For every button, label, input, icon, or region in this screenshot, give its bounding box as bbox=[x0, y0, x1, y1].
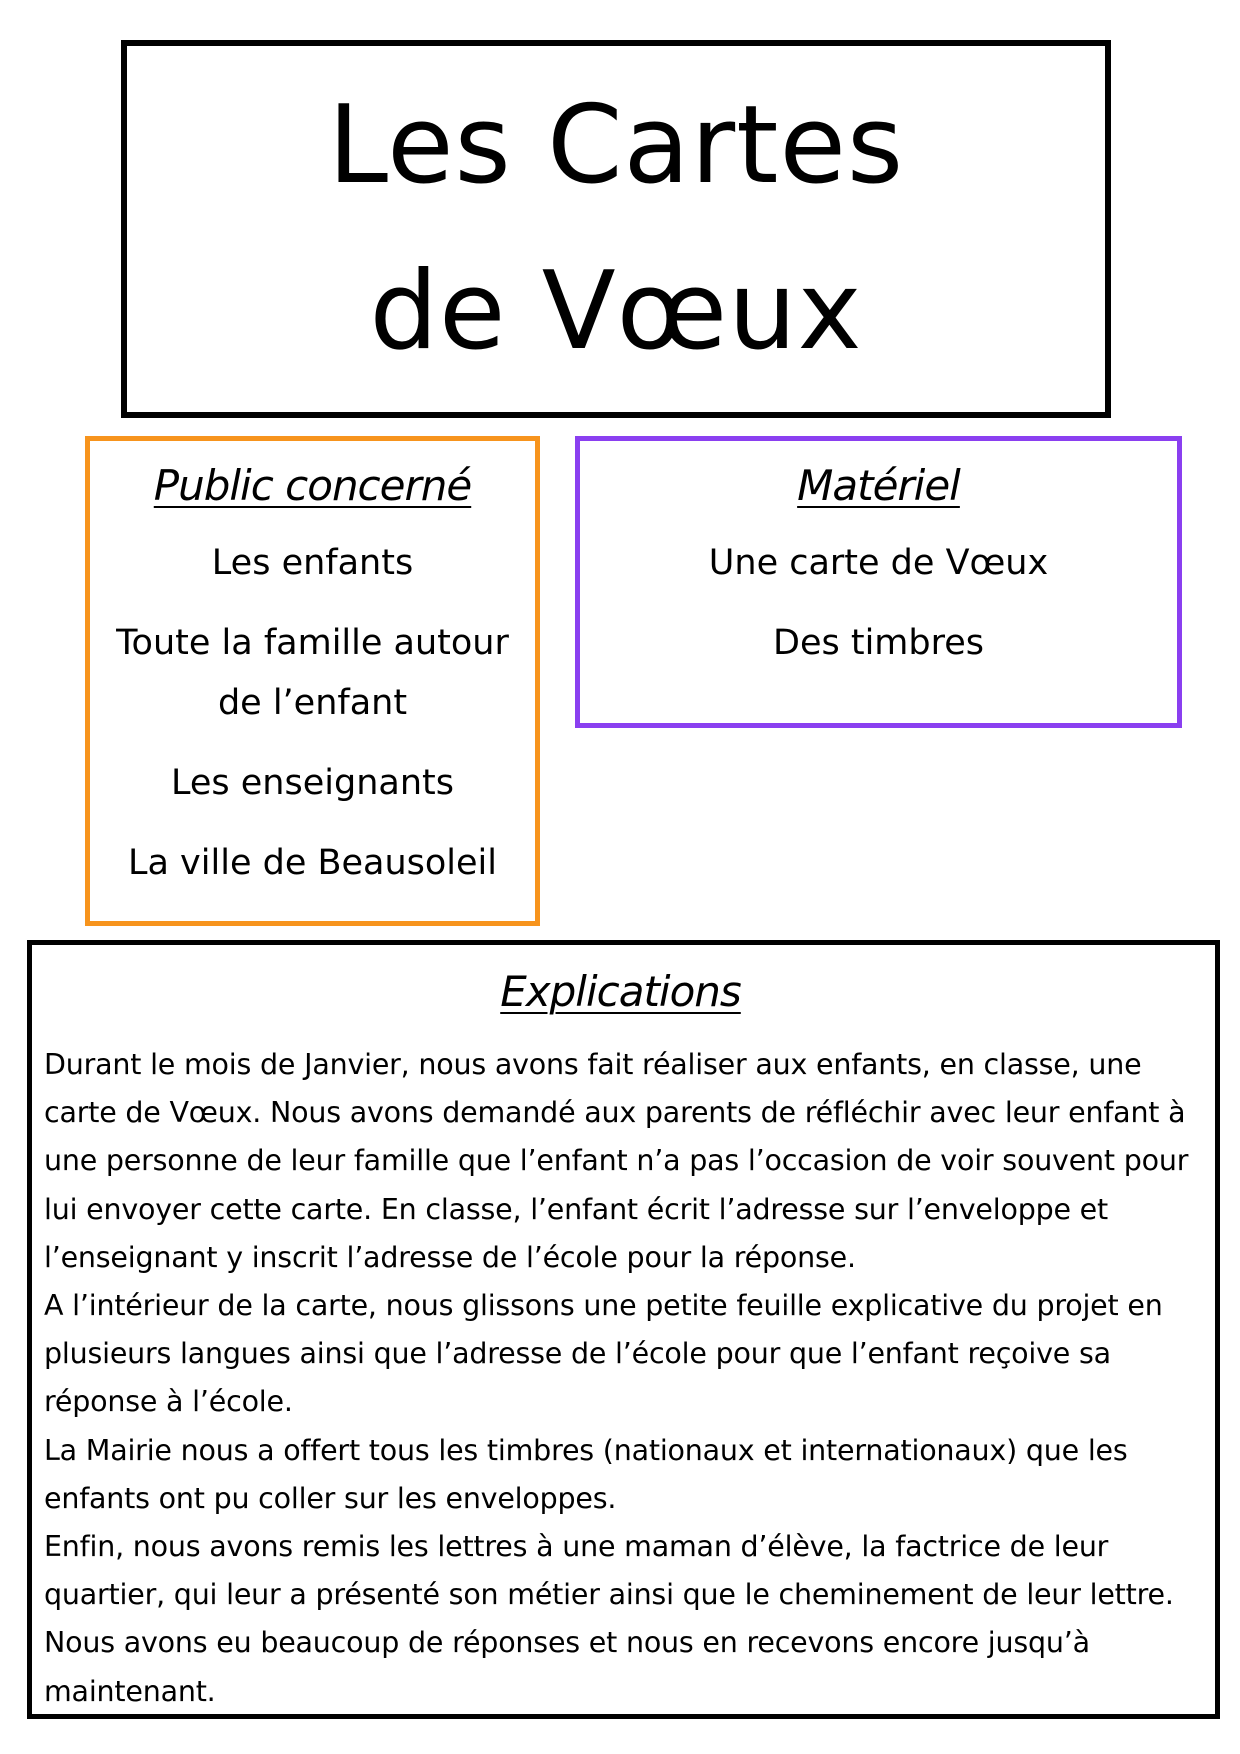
public-item-famille: Toute la famille autour de l’enfant bbox=[116, 623, 509, 723]
title-line-2: de Vœux bbox=[369, 249, 863, 374]
explications-paragraph-1: Durant le mois de Janvier, nous avons fait réaliser aux enfants, en classe, une carte de Vœux. Nous avons demandé aux parents de réfléchir avec leur enfant à une personne de leur famille que l’enfant n’a pas l’occasion de voir souvent pour lui envoyer cette carte. En classe, l’enfant écrit l’adresse sur l’enveloppe et l’enseignant y inscrit l’adresse de l’école pour la réponse. bbox=[44, 1048, 1189, 1274]
materiel-list bbox=[580, 533, 1177, 673]
materiel-item-timbres: Des timbres bbox=[773, 623, 984, 663]
explications-box bbox=[27, 940, 1220, 1719]
public-item-ville: La ville de Beausoleil bbox=[127, 843, 498, 883]
explications-paragraph-3: La Mairie nous a offert tous les timbres (nationaux et internationaux) que les enfants ont pu coller sur les enveloppes. bbox=[44, 1433, 1128, 1515]
public-item-enfants: Les enfants bbox=[211, 543, 414, 583]
public-concerne-heading: Public concerné bbox=[153, 461, 472, 510]
public-item-enseignants: Les enseignants bbox=[171, 763, 454, 803]
explications-heading: Explications bbox=[500, 967, 741, 1016]
materiel-heading: Matériel bbox=[797, 461, 960, 510]
public-concerne-box bbox=[85, 436, 540, 926]
title-box bbox=[121, 40, 1111, 418]
explications-paragraph-4: Enfin, nous avons remis les lettres à une maman d’élève, la factrice de leur quartier, qui leur a présenté son métier ainsi que le cheminement de leur lettre. bbox=[44, 1530, 1174, 1612]
materiel-box bbox=[575, 436, 1182, 728]
materiel-item-carte: Une carte de Vœux bbox=[708, 543, 1049, 583]
explications-text bbox=[44, 1041, 1197, 1716]
explications-paragraph-2: A l’intérieur de la carte, nous glissons une petite feuille explicative du projet en plusieurs langues ainsi que l’adresse de l’école pour que l’enfant reçoive sa réponse à l’école. bbox=[44, 1289, 1163, 1419]
public-concerne-list bbox=[90, 533, 535, 893]
explications-paragraph-5: Nous avons eu beaucoup de réponses et nous en recevons encore jusqu’à maintenant. bbox=[44, 1626, 1090, 1708]
title-line-1: Les Cartes bbox=[327, 83, 905, 208]
